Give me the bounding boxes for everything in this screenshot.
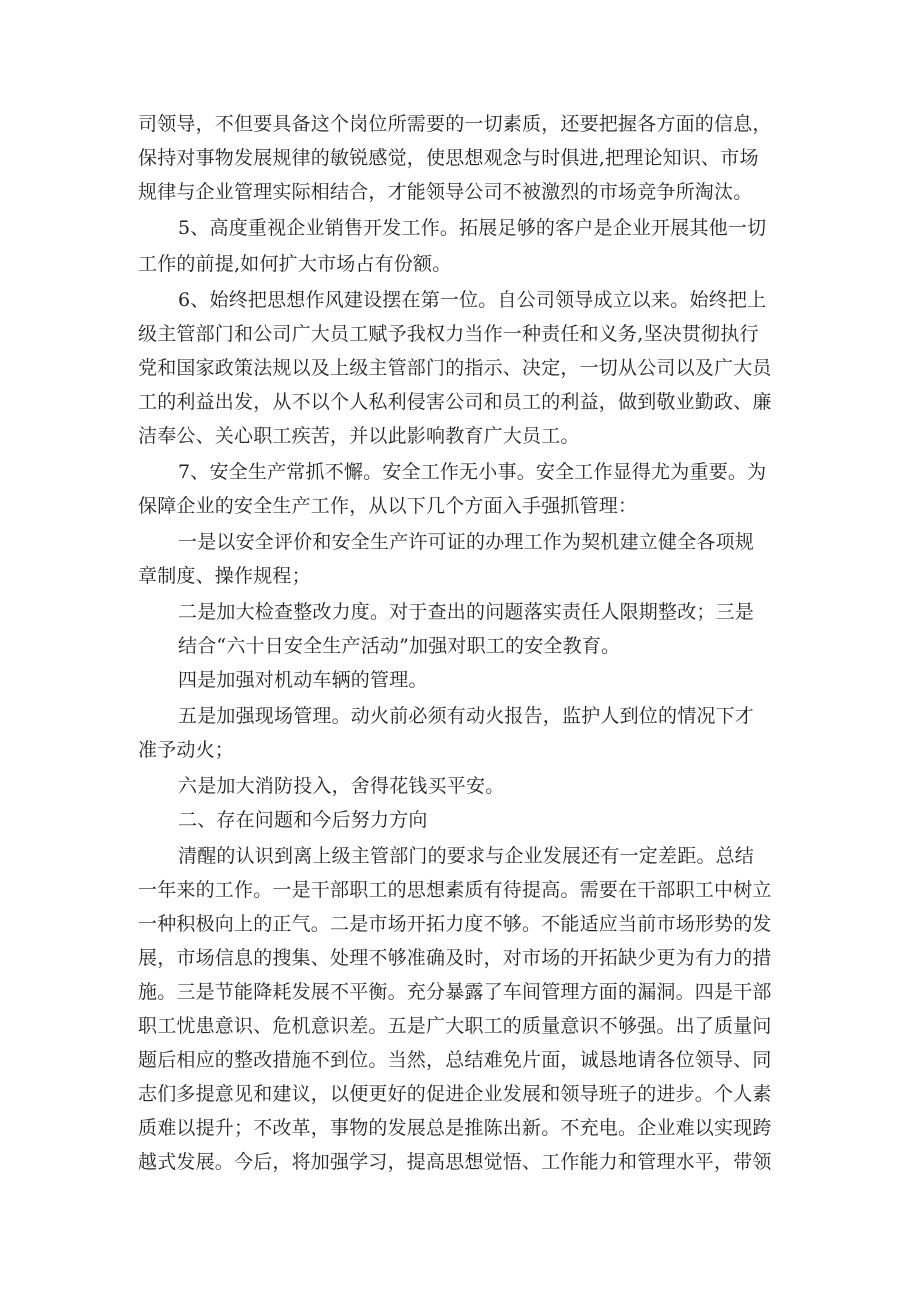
text-line: 工作的前提,如何扩大市场占有份额。 [138, 253, 452, 275]
text-line: 结合“六十日安全生产活动”加强对职工的安全教育。 [178, 635, 621, 657]
section-heading: 二、存在问题和今后努力方向 [178, 809, 428, 831]
text-line: 四是加强对机动车辆的管理。 [178, 669, 428, 691]
text-line: 7、安全生产常抓不懈。安全工作无小事。安全工作显得尤为重要。为 [178, 461, 767, 483]
text-line: 清醒的认识到离上级主管部门的要求与企业发展还有一定差距。总结 [178, 845, 755, 867]
text-line: 五是加强现场管理。动火前必须有动火报告，监护人到位的情况下才 [178, 705, 755, 727]
text-line: 保持对事物发展规律的敏锐感觉，使思想观念与时俱进,把理论知识、市场 [138, 147, 759, 169]
text-line: 级主管部门和公司广大员工赋予我权力当作一种责任和义务,坚决贯彻执行 [138, 323, 759, 345]
text-line: 章制度、操作规程； [138, 565, 311, 587]
text-line: 规律与企业管理实际相结合，才能领导公司不被激烈的市场竞争所淘汰。 [138, 181, 753, 203]
text-line: 洁奉公、关心职工疾苦，并以此影响教育广大员工。 [138, 425, 580, 447]
text-line: 党和国家政策法规以及上级主管部门的指示、决定，一切从公司以及广大员 [138, 357, 772, 379]
text-line: 六是加大消防投入，舍得花钱买平安。 [178, 775, 505, 797]
text-line: 工的利益出发，从不以个人私利侵害公司和员工的利益，做到敬业勤政、廉 [138, 391, 772, 413]
text-line: 二是加大检查整改力度。对于查出的问题落实责任人限期整改；三是 [178, 601, 755, 623]
text-line: 展，市场信息的搜集、处理不够准确及时，对市场的开拓缺少更为有力的措 [138, 947, 772, 969]
text-line: 质难以提升；不改革，事物的发展总是推陈出新。不充电。企业难以实现跨 [138, 1117, 772, 1139]
text-line: 准予动火； [138, 739, 235, 761]
text-line: 一年来的工作。一是干部职工的思想素质有待提高。需要在干部职工中树立 [138, 879, 772, 901]
text-line: 题后相应的整改措施不到位。当然，总结难免片面，诚恳地请各位领导、同 [138, 1049, 772, 1071]
text-line: 司领导，不但要具备这个岗位所需要的一切素质，还要把握各方面的信息， [138, 113, 772, 135]
text-line: 一是以安全评价和安全生产许可证的办理工作为契机建立健全各项规 [178, 531, 755, 553]
text-line: 6、始终把思想作风建设摆在第一位。自公司领导成立以来。始终把上 [178, 289, 767, 311]
text-line: 施。三是节能降耗发展不平衡。充分暴露了车间管理方面的漏洞。四是干部 [138, 981, 772, 1003]
text-line: 越式发展。今后，将加强学习，提高思想觉悟、工作能力和管理水平，带领 [138, 1151, 772, 1173]
text-line: 志们多提意见和建议，以便更好的促进企业发展和领导班子的进步。个人素 [138, 1083, 772, 1105]
text-line: 5、高度重视企业销售开发工作。拓展足够的客户是企业开展其他一切 [178, 217, 767, 239]
text-line: 保障企业的安全生产工作，从以下几个方面入手强抓管理： [138, 495, 638, 517]
text-line: 职工忧患意识、危机意识差。五是广大职工的质量意识不够强。出了质量问 [138, 1015, 772, 1037]
text-line: 一种积极向上的正气。二是市场开拓力度不够。不能适应当前市场形势的发 [138, 913, 772, 935]
